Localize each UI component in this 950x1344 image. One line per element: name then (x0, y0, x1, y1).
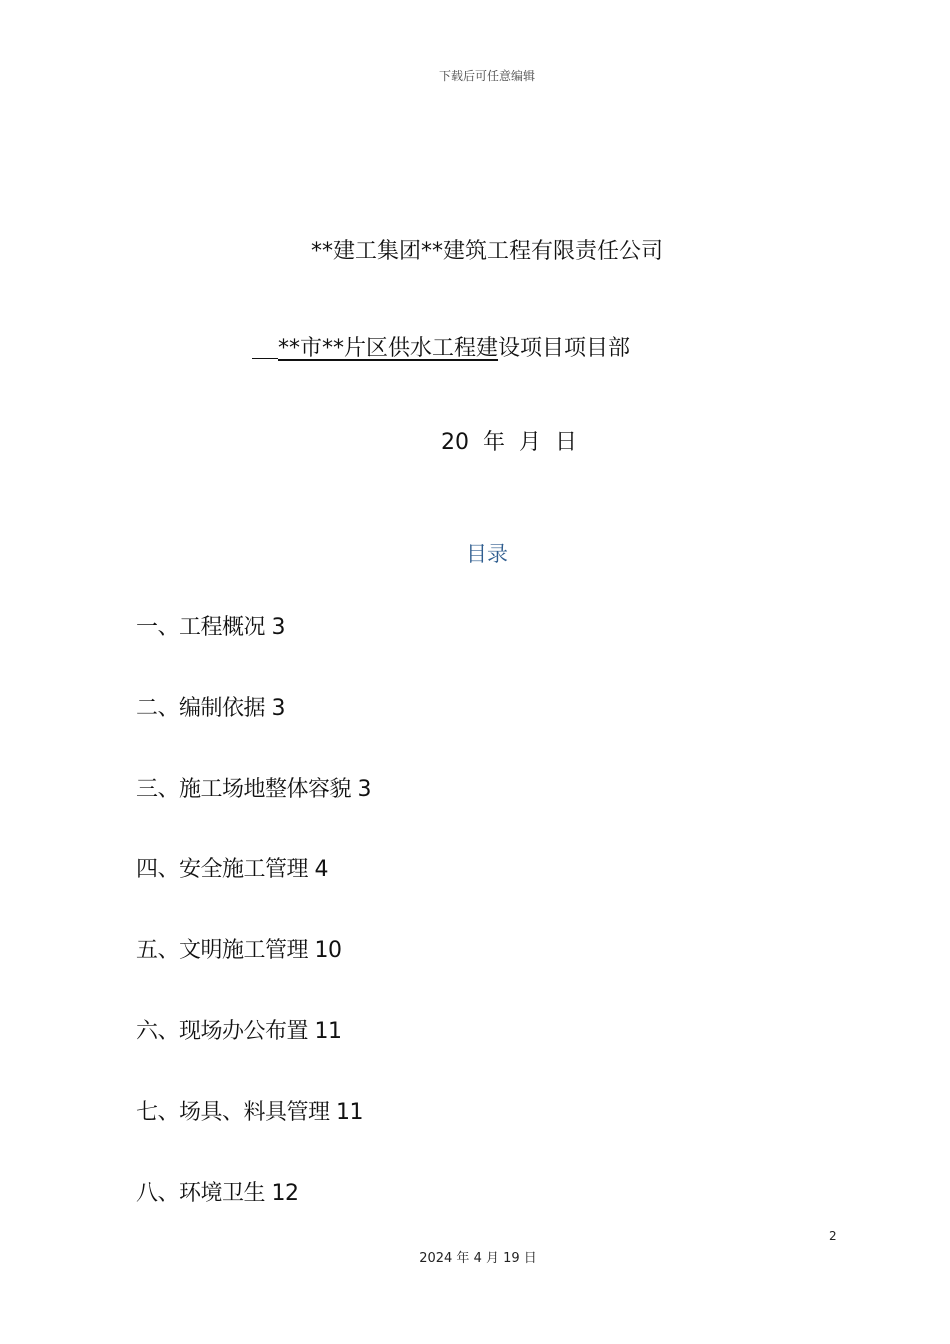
toc-item-site-appearance[interactable]: 三、施工场地整体容貌 3 (136, 777, 371, 802)
toc-item-overview[interactable]: 一、工程概况 3 (136, 615, 285, 640)
toc-item-safety[interactable]: 四、安全施工管理 4 (136, 857, 328, 882)
toc-item-equipment[interactable]: 七、场具、料具管理 11 (136, 1100, 363, 1125)
header-note: 下载后可任意编辑 (438, 69, 535, 83)
project-name-rest: 设项目项目部 (498, 336, 631, 361)
underline-lead (252, 357, 278, 359)
toc-item-basis[interactable]: 二、编制依据 3 (136, 696, 285, 721)
company-name: **建工集团**建筑工程有限责任公司 (310, 239, 663, 264)
toc-title: 目录 (466, 542, 508, 566)
project-department (252, 331, 630, 362)
toc-item-hygiene[interactable]: 八、环境卫生 12 (136, 1181, 299, 1206)
project-name-underlined: **市**片区供水工程建 (278, 336, 499, 361)
footer-date: 2024 年 4 月 19 日 (419, 1251, 537, 1266)
toc-item-civilized[interactable]: 五、文明施工管理 10 (136, 938, 342, 963)
date-line: 20 年 月 日 (441, 430, 577, 455)
toc-item-office[interactable]: 六、现场办公布置 11 (136, 1019, 342, 1044)
page-number: 2 (829, 1229, 837, 1243)
